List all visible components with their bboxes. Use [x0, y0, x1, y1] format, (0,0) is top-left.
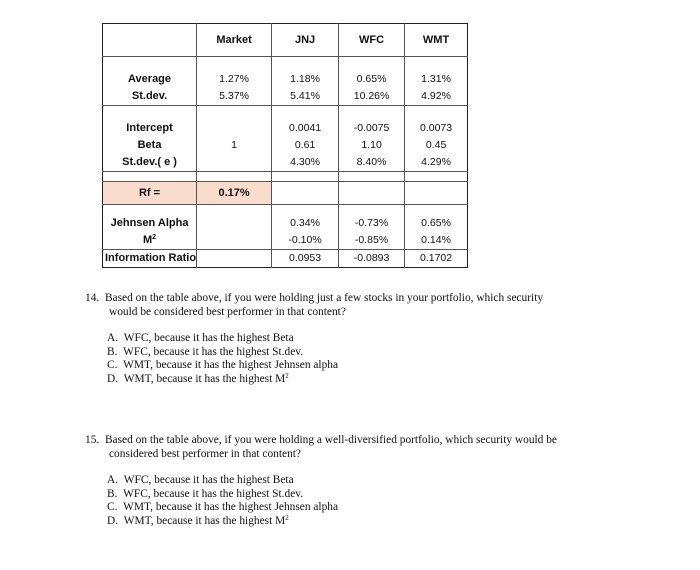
option-letter: A.: [107, 474, 119, 487]
cell: 0.0073: [405, 120, 468, 137]
option-text: WFC, because it has the highest Beta: [123, 332, 294, 345]
cell: 0.34%: [272, 215, 339, 232]
option-d[interactable]: [107, 373, 543, 387]
spacer-row: [103, 205, 468, 216]
table-row: [103, 250, 468, 268]
cell: [197, 215, 272, 232]
option-text: WFC, because it has the highest Beta: [123, 474, 294, 487]
cell: 1.10: [339, 137, 405, 154]
cell: 0.45: [405, 137, 468, 154]
cell: 5.41%: [272, 88, 339, 106]
spacer-row: [103, 172, 468, 182]
option-letter: C.: [107, 501, 118, 514]
row-label-m2: [103, 232, 197, 250]
table-row: [103, 232, 468, 250]
header-market: Market: [197, 24, 272, 57]
cell: 8.40%: [339, 154, 405, 172]
row-label-beta: Beta: [137, 139, 162, 151]
cell: [405, 182, 468, 205]
question-15-number: 15.: [85, 434, 100, 446]
spacer-row: [103, 57, 468, 72]
question-14-stem-line-2: would be considered best performer in that content?: [109, 305, 346, 318]
question-14-number: 14.: [85, 292, 100, 304]
option-c[interactable]: [107, 359, 543, 373]
row-label-information-ratio: Information Ratio: [103, 250, 197, 268]
option-sup: 2: [285, 513, 289, 522]
question-15: [85, 434, 557, 529]
cell: -0.10%: [272, 232, 339, 250]
cell: 0.65%: [405, 215, 468, 232]
option-a[interactable]: [107, 474, 557, 488]
cell: [339, 182, 405, 205]
cell: 10.26%: [339, 88, 405, 106]
option-c[interactable]: [107, 501, 557, 515]
question-14: [85, 292, 543, 387]
cell: -0.73%: [339, 215, 405, 232]
question-15-stem-line-1: Based on the table above, if you were holding a well-diversified portfolio, which security would be: [104, 434, 557, 446]
cell: [197, 250, 272, 268]
header-empty: [103, 24, 197, 57]
row-label-rf: Rf =: [103, 182, 197, 205]
header-row: [103, 24, 468, 57]
option-letter: A.: [107, 332, 119, 345]
row-label-alpha: Jehnsen Alpha: [110, 217, 189, 229]
option-text: WFC, because it has the highest St.dev.: [123, 345, 304, 358]
question-15-stem: [85, 434, 557, 448]
option-text: WMT, because it has the highest Jehnsen alpha: [123, 501, 339, 514]
cell: 4.92%: [405, 88, 468, 106]
option-text: WFC, because it has the highest St.dev.: [123, 487, 304, 500]
header-wfc: WFC: [339, 24, 405, 57]
cell: [197, 120, 272, 137]
spacer-row: [103, 106, 468, 121]
cell: 5.37%: [197, 88, 272, 106]
cell: -0.85%: [339, 232, 405, 250]
option-letter: D.: [107, 372, 119, 385]
m2-label-text: M: [142, 234, 153, 246]
option-letter: B.: [107, 345, 118, 358]
option-b[interactable]: [107, 488, 557, 502]
question-15-options: [85, 474, 557, 528]
option-a[interactable]: [107, 332, 543, 346]
option-letter: C.: [107, 359, 118, 372]
cell: 1.18%: [272, 71, 339, 88]
table-row: [103, 71, 468, 88]
cell: 0.14%: [405, 232, 468, 250]
cell: [197, 154, 272, 172]
cell: 0.65%: [339, 71, 405, 88]
option-text: WMT, because it has the highest Jehnsen alpha: [123, 359, 339, 372]
question-14-stem: [85, 292, 543, 306]
header-wmt: WMT: [405, 24, 468, 57]
cell: 0.1702: [405, 250, 468, 268]
row-label-intercept: Intercept: [126, 122, 173, 134]
cell: -0.0075: [339, 120, 405, 137]
cell: 0.17%: [197, 182, 272, 205]
option-letter: B.: [107, 487, 118, 500]
performance-table: [102, 23, 468, 268]
cell: 4.30%: [272, 154, 339, 172]
row-label-stdev: St.dev.: [131, 90, 168, 102]
table-row: [103, 154, 468, 172]
header-jnj: JNJ: [272, 24, 339, 57]
row-label-stdev-e: St.dev.( e ): [122, 156, 177, 168]
table-row: [103, 120, 468, 137]
table-row: [103, 182, 468, 205]
cell: 0.0041: [272, 120, 339, 137]
option-text: WMT, because it has the highest M: [123, 372, 286, 385]
option-b[interactable]: [107, 346, 543, 360]
table-row: [103, 88, 468, 106]
question-14-stem-line-1: Based on the table above, if you were holding just a few stocks in your portfolio, which security: [104, 292, 544, 304]
m2-label-sup: 2: [152, 234, 157, 241]
question-15-stem-line-2: considered best performer in that content?: [109, 447, 301, 460]
table-row: [103, 215, 468, 232]
cell: 4.29%: [405, 154, 468, 172]
cell: 1: [197, 137, 272, 154]
cell: 1.31%: [405, 71, 468, 88]
cell: 0.0953: [272, 250, 339, 268]
row-label-average: Average: [128, 73, 172, 85]
question-14-options: [85, 332, 543, 386]
cell: -0.0893: [339, 250, 405, 268]
cell: 1.27%: [197, 71, 272, 88]
cell: [272, 182, 339, 205]
cell: 0.61: [272, 137, 339, 154]
option-d[interactable]: [107, 515, 557, 529]
option-text: WMT, because it has the highest M: [123, 514, 286, 527]
table-row: [103, 137, 468, 154]
cell: [197, 232, 272, 250]
option-letter: D.: [107, 514, 119, 527]
option-sup: 2: [285, 371, 289, 380]
